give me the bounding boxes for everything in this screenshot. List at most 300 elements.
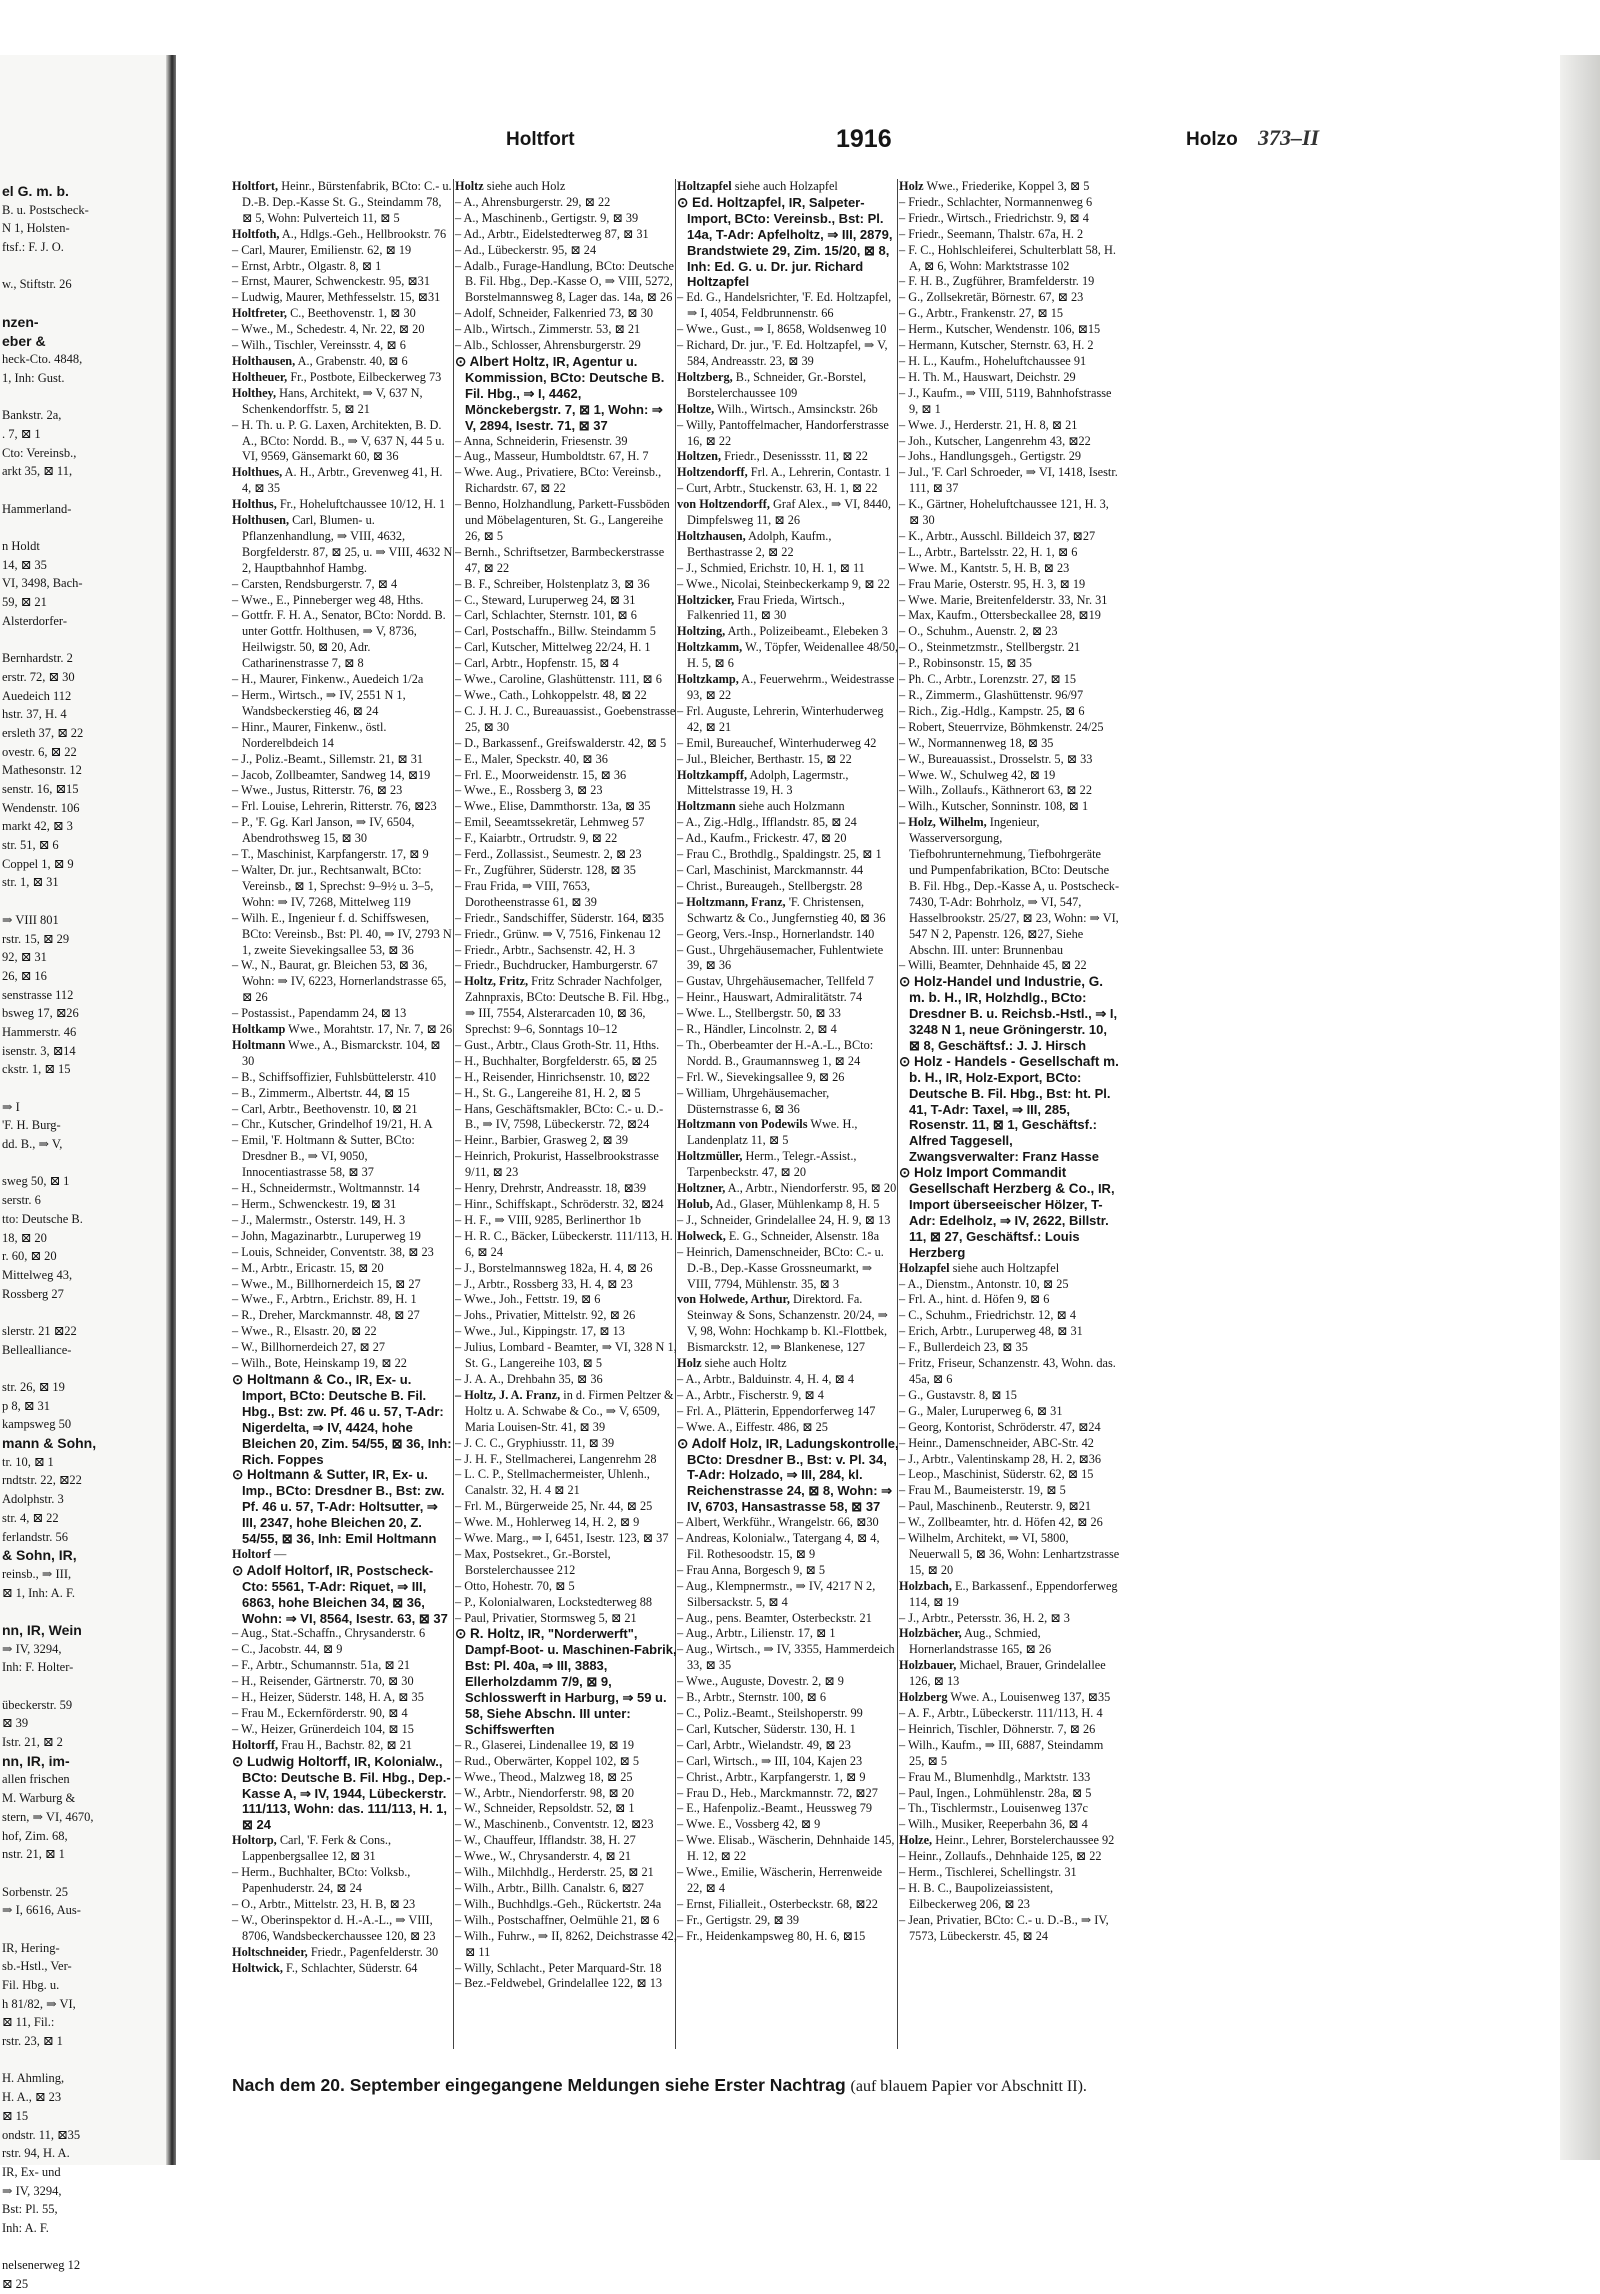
directory-entry — [232, 274, 454, 290]
directory-entry — [677, 449, 899, 465]
left-page-line: Sorbenstr. 25 — [2, 1884, 68, 1899]
entry-details: Wilh., Wirtsch., Amsinckstr. 26b — [717, 401, 878, 416]
entry-details: – Otto, Hohestr. 70, ⊠ 5 — [455, 1578, 575, 1593]
entry-details: – Ph. C., Arbtr., Lorenzstr. 27, ⊠ 15 — [899, 672, 1076, 687]
entry-details: – Heinrich, Tischler, Döhnerstr. 7, ⊠ 26 — [899, 1721, 1096, 1736]
entry-details: – Herm., Kutscher, Wendenstr. 106, ⊠15 — [899, 322, 1101, 337]
left-page-line: ⇒ IV, 3294, — [2, 2183, 62, 2198]
directory-entry — [899, 434, 1121, 450]
entry-name: Holtorff, — [232, 1737, 279, 1752]
entry-name: Holweck, — [677, 1228, 726, 1243]
entry-details: – Aug., Arbtr., Lilienstr. 17, ⊠ 1 — [677, 1626, 836, 1641]
directory-entry — [232, 847, 454, 863]
entry-details: – H., Heizer, Süderstr. 148, H. A, ⊠ 35 — [232, 1690, 424, 1705]
directory-entry — [232, 1006, 454, 1022]
entry-details: – Carl, Maschinist, Marckmannstr. 44 — [677, 862, 864, 877]
directory-entry — [677, 497, 899, 529]
left-page-line: sweg 50, ⊠ 1 — [2, 1174, 70, 1189]
entry-details: – C., Poliz.-Beamt., Steilshoperstr. 99 — [677, 1706, 863, 1720]
entry-details: – W., Normannenweg 18, ⊠ 35 — [899, 735, 1054, 750]
directory-entry — [455, 1086, 677, 1102]
directory-entry — [455, 974, 677, 1038]
directory-entry — [677, 736, 899, 752]
entry-details: – Curt, Arbtr., Stuckenstr. 63, H. 1, ⊠ 22 — [677, 481, 878, 496]
entry-name: Holtfreter, — [232, 306, 287, 321]
directory-entry — [899, 974, 1121, 1054]
entry-details: Graf Alex., ⇒ VI, 8440, Dimpfelsweg 11, ⊠ 26 — [687, 497, 891, 528]
entry-details: – Hans, Geschäftsmakler, BCto: C.- u. D.-B., ⇒ IV, 7598, Lübeckerstr. 72, ⊠24 — [455, 1101, 664, 1132]
left-page-line — [2, 1677, 170, 1696]
directory-entry — [455, 195, 677, 211]
entry-details: – Frl. A., hint. d. Höfen 9, ⊠ 6 — [899, 1292, 1050, 1307]
entry-details: C., Beethovenstr. 1, ⊠ 30 — [290, 306, 416, 321]
left-page-line: M. Warburg & — [2, 1791, 76, 1806]
entry-details: – Wilh., Bote, Heinskamp 19, ⊠ 22 — [232, 1356, 407, 1371]
left-page-line — [2, 1359, 170, 1378]
entry-details: – Wwe., W., Chrysanderstr. 4, ⊠ 21 — [455, 1849, 632, 1864]
entry-details: – Henry, Drehrstr, Andreasstr. 18, ⊠39 — [455, 1181, 647, 1196]
entry-details: – J., Malermstr., Osterstr. 149, H. 3 — [232, 1212, 406, 1227]
directory-entry — [232, 1117, 454, 1133]
entry-details: – Fr., Zugführer, Süderstr. 128, ⊠ 35 — [455, 862, 636, 877]
directory-entry — [899, 322, 1121, 338]
directory-entry — [677, 1070, 899, 1086]
directory-entry — [899, 338, 1121, 354]
directory-entry — [677, 879, 899, 895]
entry-details: siehe auch Holz — [486, 179, 566, 193]
entry-details: – Benno, Holzhandlung, Parkett-Fussböden und Möbelagenturen, St. G., Langereihe 26, ⊠ 5 — [455, 497, 670, 543]
entry-name: Holtzmüller, — [677, 1149, 743, 1164]
left-page-line: ⊠ 25 — [2, 2277, 29, 2291]
directory-entry — [232, 1102, 454, 1118]
left-page-line: stern, ⇒ VI, 4670, — [2, 1809, 94, 1824]
entry-details: – Louis, Schneider, Conventstr. 38, ⊠ 23 — [232, 1244, 434, 1259]
directory-entry — [899, 1340, 1121, 1356]
entry-details: – Heinr., Zollaufs., Dehnhaide 125, ⊠ 22 — [899, 1849, 1102, 1864]
entry-details: siehe auch Holzapfel — [734, 179, 838, 193]
entry-details: – R., Zimmerm., Glashüttenstr. 96/97 — [899, 688, 1084, 702]
entry-name: ⊙ Ed. Holtzapfel, — [677, 194, 786, 210]
left-page-line — [2, 481, 170, 500]
directory-entry — [455, 847, 677, 863]
entry-details: – Wilh., Buchhdlgs.-Geh., Rückertstr. 24a — [455, 1896, 662, 1911]
directory-entry — [677, 1770, 899, 1786]
left-page-line: übeckerstr. 59 — [2, 1697, 73, 1712]
directory-entry — [455, 322, 677, 338]
directory-entry — [232, 1467, 454, 1547]
entry-details: – B., Schiffsoffizier, Fuhlsbüttelerstr. 410 — [232, 1069, 436, 1084]
entry-name: Holzberg — [899, 1690, 948, 1705]
directory-entry — [232, 243, 454, 259]
directory-entry — [455, 1865, 677, 1881]
directory-entry — [677, 1292, 899, 1356]
entry-details: A., Feuerwehrm., Weidestrasse 93, ⊠ 22 — [687, 672, 895, 702]
entry-details: Herm., Telegr.-Assist., Tarpenbeckstr. 47, ⊠ 20 — [687, 1149, 857, 1180]
left-page-line: IR, Hering- — [2, 1940, 60, 1955]
entry-details: – Carl, Arbtr., Hopfenstr. 15, ⊠ 4 — [455, 656, 619, 671]
entry-details: – H., Schneidermstr., Woltmannstr. 14 — [232, 1181, 420, 1196]
directory-entry — [677, 593, 899, 625]
entry-name: ⊙ Ludwig Holtorff, — [232, 1753, 351, 1769]
directory-entry — [899, 1611, 1121, 1627]
directory-entry — [677, 974, 899, 990]
directory-entry — [455, 1133, 677, 1149]
entry-details: – A., Arbtr., Balduinstr. 4, H. 4, ⊠ 4 — [677, 1371, 855, 1386]
entry-details: Frau H., Bachstr. 82, ⊠ 21 — [281, 1737, 413, 1752]
entry-details: A. H., Arbtr., Grevenweg 41, H. 4, ⊠ 35 — [242, 465, 443, 496]
directory-entry — [899, 1277, 1121, 1293]
entry-details: – Jacob, Zollbeamter, Sandweg 14, ⊠19 — [232, 767, 431, 782]
entry-details: – T., Maschinist, Karpfangerstr. 17, ⊠ 9 — [232, 847, 429, 862]
entry-details: – Wwe., Caroline, Glashüttenstr. 111, ⊠ 6 — [455, 672, 662, 687]
directory-entry — [232, 799, 454, 815]
entry-name: Holtkamp — [232, 1022, 286, 1037]
entry-details: – H., Maurer, Finkenw., Auedeich 1/2a — [232, 672, 424, 687]
entry-details: Frau Frieda, Wirtsch., Falkenried 11, ⊠ 30 — [687, 592, 845, 623]
entry-details: – Frau D., Heb., Marckmannstr. 72, ⊠27 — [677, 1785, 878, 1800]
directory-entry — [232, 577, 454, 593]
entry-details: – Adalb., Furage-Handlung, BCto: Deutsche B. Fil. Hbg., Dep.-Kasse O, ⇒ VIII, 5272, Borstelmannsweg 8, Lager das. 14a, ⊠ 26 — [455, 258, 674, 305]
entry-name: Holthey, — [232, 385, 277, 400]
directory-entry — [455, 656, 677, 672]
left-page-line: 1, Inh: Gust. — [2, 370, 65, 385]
entry-name: – Holz, Wilhelm, — [899, 815, 987, 830]
directory-entry — [677, 1086, 899, 1118]
entry-details: – J., Arbtr., Petersstr. 36, H. 2, ⊠ 3 — [899, 1610, 1070, 1625]
directory-entry — [232, 1706, 454, 1722]
directory-entry — [899, 243, 1121, 275]
entry-details: – Wilh., Musiker, Reeperbahn 36, ⊠ 4 — [899, 1817, 1088, 1832]
entry-details: – F., Arbtr., Schumannstr. 51a, ⊠ 21 — [232, 1658, 411, 1673]
directory-entry — [455, 243, 677, 259]
entry-details: – Wwe. Marie, Breitenfelderstr. 33, Nr. 31 — [899, 592, 1108, 607]
entry-details: – J., Schneider, Grindelallee 24, H. 9, ⊠ 13 — [677, 1212, 891, 1227]
directory-entry — [899, 370, 1121, 386]
header-first-entry: Holtfort — [506, 129, 575, 150]
entry-details: – J., Arbtr., Rossberg 33, H. 4, ⊠ 23 — [455, 1276, 633, 1291]
left-page-line: Cto: Vereinsb., — [2, 445, 77, 460]
directory-entry — [677, 561, 899, 577]
directory-entry — [232, 1897, 454, 1913]
entry-name: ⊙ Holtmann & Co., — [232, 1371, 353, 1387]
entry-details: – M., Arbtr., Ericastr. 15, ⊠ 20 — [232, 1260, 384, 1275]
directory-entry — [677, 990, 899, 1006]
left-page-line: dd. B., ⇒ V, — [2, 1137, 63, 1152]
entry-details: – Wwe., R., Elsastr. 20, ⊠ 22 — [232, 1324, 377, 1339]
directory-entry — [232, 1754, 454, 1834]
entry-details: – Frau M., Baumeisterstr. 19, ⊠ 5 — [899, 1483, 1066, 1498]
left-page-line: str. 51, ⊠ 6 — [2, 838, 59, 853]
directory-entry — [899, 1881, 1121, 1913]
entry-name: Holzbach, — [899, 1578, 952, 1593]
entry-details: – Wilh., Kaufm., ⇒ III, 6887, Steindamm 25, ⊠ 5 — [899, 1737, 1104, 1768]
entry-details: – O., Arbtr., Mittelstr. 23, H. B, ⊠ 23 — [232, 1896, 416, 1911]
entry-details: – F., Bullerdeich 23, ⊠ 35 — [899, 1340, 1028, 1355]
directory-entry — [455, 1038, 677, 1054]
left-page-line — [2, 388, 170, 407]
directory-entry — [677, 1149, 899, 1181]
entry-details: – Ad., Kaufm., Frickestr. 47, ⊠ 20 — [677, 831, 847, 846]
entry-name: – Holtzmann, Franz, — [677, 894, 786, 909]
entry-details: – Aug., pens. Beamter, Osterbeckstr. 21 — [677, 1610, 872, 1625]
directory-entry — [455, 831, 677, 847]
entry-details: Hans, Architekt, ⇒ V, 637 N, Schenkendorffstr. 5, ⊠ 21 — [242, 385, 423, 416]
directory-entry — [899, 752, 1121, 768]
entry-details: – H. L., Kaufm., Hoheluftchaussee 91 — [899, 353, 1087, 368]
directory-entry — [232, 1229, 454, 1245]
footer-bold-text: Nach dem 20. September eingegangene Meldungen siehe Erster Nachtrag — [232, 2075, 846, 2095]
directory-entry — [455, 640, 677, 656]
entry-details: – Frl. Louise, Lehrerin, Ritterstr. 76, ⊠23 — [232, 799, 437, 814]
entry-details: – Hermann, Kutscher, Sternstr. 63, H. 2 — [899, 338, 1094, 353]
entry-details: – H., Reisender, Hinrichsenstr. 10, ⊠22 — [455, 1069, 650, 1084]
entry-details: – H., St. G., Langereihe 81, H. 2, ⊠ 5 — [455, 1085, 641, 1100]
directory-entry — [677, 1213, 899, 1229]
directory-entry — [455, 1976, 677, 1992]
directory-entry — [677, 831, 899, 847]
entry-details: E., Barkassenf., Eppendorferweg 114, ⊠ 19 — [909, 1578, 1118, 1609]
entry-details: – W., Heizer, Grünerdeich 104, ⊠ 15 — [232, 1721, 414, 1736]
left-page-line — [2, 1303, 170, 1322]
entry-details: – J., Poliz.-Beamt., Sillemstr. 21, ⊠ 31 — [232, 751, 423, 766]
directory-entry — [232, 370, 454, 386]
directory-entry — [455, 879, 677, 911]
entry-details: – Wwe., E., Pinneberger weg 48, Hths. — [232, 592, 424, 607]
directory-entry — [232, 1658, 454, 1674]
entry-details: – Bernh., Schriftsetzer, Barmbeckerstrasse 47, ⊠ 22 — [455, 544, 665, 575]
entry-name: Holtzapfel — [677, 179, 732, 193]
left-page-line: Coppel 1, ⊠ 9 — [2, 856, 74, 871]
entry-details: – P., Robinsonstr. 15, ⊠ 35 — [899, 656, 1032, 671]
entry-details: – Friedr., Arbtr., Sachsenstr. 42, H. 3 — [455, 942, 636, 957]
entry-details: – Alb., Schlosser, Ahrensburgerstr. 29 — [455, 338, 641, 353]
entry-details: Carl, Blumen- u. Pflanzenhandlung, ⇒ VIII, 4632, Borgfelderstr. 87, ⊠ 25, u. ⇒ VIII, 4632 N 2, Hauptbahnhof Hambg. — [242, 513, 453, 575]
directory-entry — [232, 720, 454, 752]
left-page-line: VI, 3498, Bach- — [2, 576, 83, 591]
entry-details: – Hinr., Maurer, Finkenw., östl. Norderelbdeich 14 — [232, 719, 387, 750]
directory-entry — [232, 465, 454, 497]
entry-details: Adolph, Kaufm., Berthastrasse 2, ⊠ 22 — [687, 528, 832, 559]
directory-entry — [455, 1913, 677, 1929]
directory-entry — [677, 418, 899, 450]
left-page-line: r. 60, ⊠ 20 — [2, 1249, 57, 1264]
directory-entry — [899, 1626, 1121, 1658]
entry-name: Holtorp, — [232, 1833, 277, 1848]
header-year: 1916 — [836, 125, 892, 153]
entry-details: – Johs., Privatier, Mittelstr. 92, ⊠ 26 — [455, 1308, 636, 1323]
directory-entry — [455, 354, 677, 434]
directory-entry — [899, 815, 1121, 958]
entry-name: Holtzicker, — [677, 592, 735, 607]
left-page-line — [2, 2051, 170, 2070]
directory-entry — [455, 1149, 677, 1181]
left-page-line: Auedeich 112 — [2, 688, 72, 703]
directory-entry — [455, 434, 677, 450]
entry-details: – A. F., Arbtr., Lübeckerstr. 111/113, H. 4 — [899, 1706, 1103, 1720]
entry-details: Friedr., Desenissstr. 11, ⊠ 22 — [724, 449, 868, 464]
entry-details: Fritz Schrader Nachfolger, Zahnpraxis, BCto: Deutsche B. Fil. Hbg., ⇒ III, 7554, Alsterarcaden 10, ⊠ 36, Sprechst: 9–6, Sonntags 10–12 — [465, 974, 670, 1037]
entry-details: IR, Postscheck-Cto: 5561, T-Adr: Riquet, ⇒ III, 6863, hohe Bleichen 34, ⊠ 36, Wohn: ⇒ VI, 8564, Isestr. 63, ⊠ 37 — [242, 1562, 448, 1626]
directory-entry — [455, 799, 677, 815]
entry-details: – Willy, Pantoffelmacher, Handorferstrasse 16, ⊠ 22 — [677, 417, 889, 448]
directory-entry — [232, 958, 454, 1006]
entry-name: ⊙ Adolf Holz, — [677, 1435, 763, 1451]
directory-entry — [899, 1531, 1121, 1579]
entry-name: Holz — [899, 179, 924, 193]
directory-entry — [232, 1674, 454, 1690]
directory-entry — [677, 1531, 899, 1563]
directory-entry — [677, 640, 899, 672]
entry-details: – Carl, Arbtr., Wielandstr. 49, ⊠ 23 — [677, 1737, 851, 1752]
entry-details: Heinr., Lehrer, Borstelerchaussee 92 — [935, 1833, 1115, 1848]
directory-entry — [899, 195, 1121, 211]
entry-details: Wwe., Friederike, Koppel 3, ⊠ 5 — [926, 179, 1090, 193]
directory-entry — [455, 1372, 677, 1388]
directory-entry — [677, 1579, 899, 1611]
left-page-line: rstr. 94, H. A. — [2, 2146, 70, 2161]
entry-details: IR, Ladungskontrolle, BCto: Dresdner B., Bst: v. Pl. 34, T-Adr: Holzado, ⇒ III, 284, kl. Reichenstrasse 24, ⊠ 8, Wohn: ⇒ IV, 6703, Hansastrasse 58, ⊠ 37 — [687, 1435, 899, 1515]
directory-entry — [232, 1197, 454, 1213]
entry-name: Holtz — [455, 179, 484, 193]
entry-details: Fr., Hoheluftchaussee 10/12, H. 1 — [279, 497, 446, 512]
directory-entry — [677, 179, 899, 195]
directory-entry — [899, 1515, 1121, 1531]
left-page-line — [2, 518, 170, 537]
entry-details: – A., Ahrensburgerstr. 29, ⊠ 22 — [455, 194, 611, 209]
directory-entry — [677, 1738, 899, 1754]
entry-details: IR, Import überseeischer Hölzer, T-Adr: Edelholz, ⇒ IV, 2622, Billstr. 11, ⊠ 27, Geschäftsf.: Louis Herzberg — [909, 1181, 1115, 1260]
left-page-line: rndtstr. 22, ⊠22 — [2, 1473, 82, 1488]
left-page-line — [2, 294, 170, 313]
directory-entry — [899, 418, 1121, 434]
entry-details: – R., Händler, Lincolnstr. 2, ⊠ 4 — [677, 1022, 837, 1037]
entry-details: – Ad., Lübeckerstr. 95, ⊠ 24 — [455, 242, 597, 257]
entry-details: – Frl. Auguste, Lehrerin, Winterhuderweg 42, ⊠ 21 — [677, 703, 884, 734]
directory-entry — [677, 195, 899, 290]
entry-details: – O., Schuhm., Auenstr. 2, ⊠ 23 — [899, 624, 1058, 639]
entry-name: Holtzhausen, — [677, 528, 746, 543]
entry-name: Holtzmann von Podewils — [677, 1117, 808, 1132]
directory-entry — [899, 227, 1121, 243]
entry-details: Wwe. H., Landenplatz 11, ⊠ 5 — [687, 1117, 858, 1148]
directory-entry — [455, 1579, 677, 1595]
left-page-line: ⇒ I — [2, 1099, 20, 1114]
entry-details: – Wwe., Gust., ⇒ I, 8658, Woldsenweg 10 — [677, 322, 887, 337]
directory-entry — [899, 672, 1121, 688]
entry-details: – Wwe., Cath., Lohkoppelstr. 48, ⊠ 22 — [455, 688, 647, 702]
directory-entry — [899, 561, 1121, 577]
directory-entry — [677, 402, 899, 418]
entry-details: – Wwe. Marg., ⇒ I, 6451, Isestr. 123, ⊠ 37 — [455, 1531, 669, 1546]
directory-entry — [455, 211, 677, 227]
directory-entry — [232, 1308, 454, 1324]
directory-entry — [232, 1292, 454, 1308]
entry-details: – Ed. G., Handelsrichter, 'F. Ed. Holtzapfel, ⇒ I, 4054, Feldbrunnenstr. 66 — [677, 290, 892, 321]
entry-details: IR, "Norderwerft", Dampf-Boot- u. Maschinen-Fabrik, Bst: Pl. 40a, ⇒ III, 3883, Ellerholzdamm 7/9, ⊠ 9, Schlosswerft in Harburg, ⇒ 59 u. 58, Siehe Abschn. III unter: Schiffswerften — [465, 1626, 677, 1737]
directory-entry — [677, 290, 899, 322]
entry-details: – Willy, Schlacht., Peter Marquard-Str. 18 — [455, 1960, 662, 1975]
entry-details: – R., Dreher, Marckmannstr. 48, ⊠ 27 — [232, 1308, 420, 1323]
entry-details: W., Töpfer, Weidenallee 48/50, H. 5, ⊠ 6 — [687, 640, 899, 671]
directory-entry — [455, 497, 677, 545]
entry-details: Carl, 'F. Ferk & Cons., Lappenbergsallee 12, ⊠ 31 — [242, 1833, 392, 1864]
left-page-line: heck-Cto. 4848, — [2, 352, 83, 367]
directory-entry — [899, 545, 1121, 561]
directory-entry — [899, 1483, 1121, 1499]
directory-entry — [677, 1833, 899, 1865]
directory-entry — [232, 322, 454, 338]
entry-details: – Heinrich, Prokurist, Hasselbrookstrasse 9/11, ⊠ 23 — [455, 1149, 659, 1180]
entry-details: – B., Arbtr., Sternstr. 100, ⊠ 6 — [677, 1690, 826, 1705]
entry-details: – C. J. H. J. C., Bureauassist., Goebenstrasse 25, ⊠ 30 — [455, 703, 676, 734]
directory-entry — [677, 799, 899, 815]
left-page-line: Bellealliance- — [2, 1342, 72, 1357]
entry-details: – Ernst, Arbtr., Olgastr. 8, ⊠ 1 — [232, 258, 382, 273]
directory-entry — [677, 1117, 899, 1149]
directory-entry — [232, 1722, 454, 1738]
directory-entry — [899, 179, 1121, 195]
directory-entry — [455, 927, 677, 943]
directory-entry — [455, 1181, 677, 1197]
directory-entry — [899, 768, 1121, 784]
entry-details: – Albert, Werkführ., Wrangelstr. 66, ⊠30 — [677, 1515, 879, 1530]
directory-entry — [232, 1626, 454, 1642]
directory-entry — [232, 768, 454, 784]
entry-details: Frl. A., Lehrerin, Contastr. 1 — [750, 465, 891, 480]
entry-details: – Wwe. J., Herderstr. 21, H. 8, ⊠ 21 — [899, 417, 1078, 432]
directory-entry — [899, 1722, 1121, 1738]
entry-details: – P., 'F. Gg. Karl Janson, ⇒ IV, 6504, Abendrothsweg 15, ⊠ 30 — [232, 815, 415, 846]
entry-details: – J., Kaufm., ⇒ VIII, 5119, Bahnhofstrasse 9, ⊠ 1 — [899, 385, 1112, 416]
entry-name: Holthusen, — [232, 513, 290, 528]
entry-details: B., Schneider, Gr.-Borstel, Borstelerchaussee 109 — [687, 369, 867, 400]
entry-details: – Wwe., M., Schedestr. 4, Nr. 22, ⊠ 20 — [232, 322, 425, 337]
entry-name: Holtzberg, — [677, 369, 733, 384]
entry-details: – Rich., Zig.-Hdlg., Kampstr. 25, ⊠ 6 — [899, 703, 1085, 718]
directory-entry — [677, 370, 899, 402]
left-page-line: & Sohn, IR, — [2, 1547, 77, 1564]
directory-entry — [455, 768, 677, 784]
left-page-line — [2, 257, 170, 276]
entry-details: — — [274, 1546, 287, 1561]
directory-entry — [677, 1929, 899, 1945]
directory-entry — [899, 1849, 1121, 1865]
entry-name: von Holwede, Arthur, — [677, 1292, 790, 1307]
directory-entry — [455, 1229, 677, 1261]
entry-details: – Aug., Wirtsch., ⇒ IV, 3355, Hammerdeich 33, ⊠ 35 — [677, 1642, 895, 1673]
left-page-line: Mittelweg 43, — [2, 1267, 73, 1282]
directory-entry — [455, 1881, 677, 1897]
directory-entry — [677, 577, 899, 593]
entry-details: – Wwe., Theod., Malzweg 18, ⊠ 25 — [455, 1769, 633, 1784]
entry-details: – J. A. A., Drehbahn 35, ⊠ 36 — [455, 1371, 603, 1386]
directory-entry — [232, 354, 454, 370]
directory-entry — [455, 1626, 677, 1737]
entry-details: – Friedr., Seemann, Thalstr. 67a, H. 2 — [899, 226, 1084, 241]
left-page-line: Adolphstr. 3 — [2, 1492, 64, 1507]
directory-entry — [455, 545, 677, 577]
directory-entry — [232, 1642, 454, 1658]
entry-details: – D., Barkassenf., Greifswalderstr. 42, ⊠ 5 — [455, 735, 667, 750]
directory-entry — [899, 1579, 1121, 1611]
entry-details: – H. Th. M., Hauswart, Deichstr. 29 — [899, 369, 1076, 384]
entry-details: – J. C. C., Gryphiusstr. 11, ⊠ 39 — [455, 1435, 615, 1450]
entry-details: – W., Chauffeur, Ifflandstr. 38, H. 27 — [455, 1833, 636, 1848]
directory-entry — [899, 656, 1121, 672]
entry-details: – Richard, Dr. jur., 'F. Ed. Holtzapfel, ⇒ V, 584, Andreasstr. 23, ⊠ 39 — [677, 338, 888, 368]
directory-entry — [455, 577, 677, 593]
directory-entry — [455, 624, 677, 640]
